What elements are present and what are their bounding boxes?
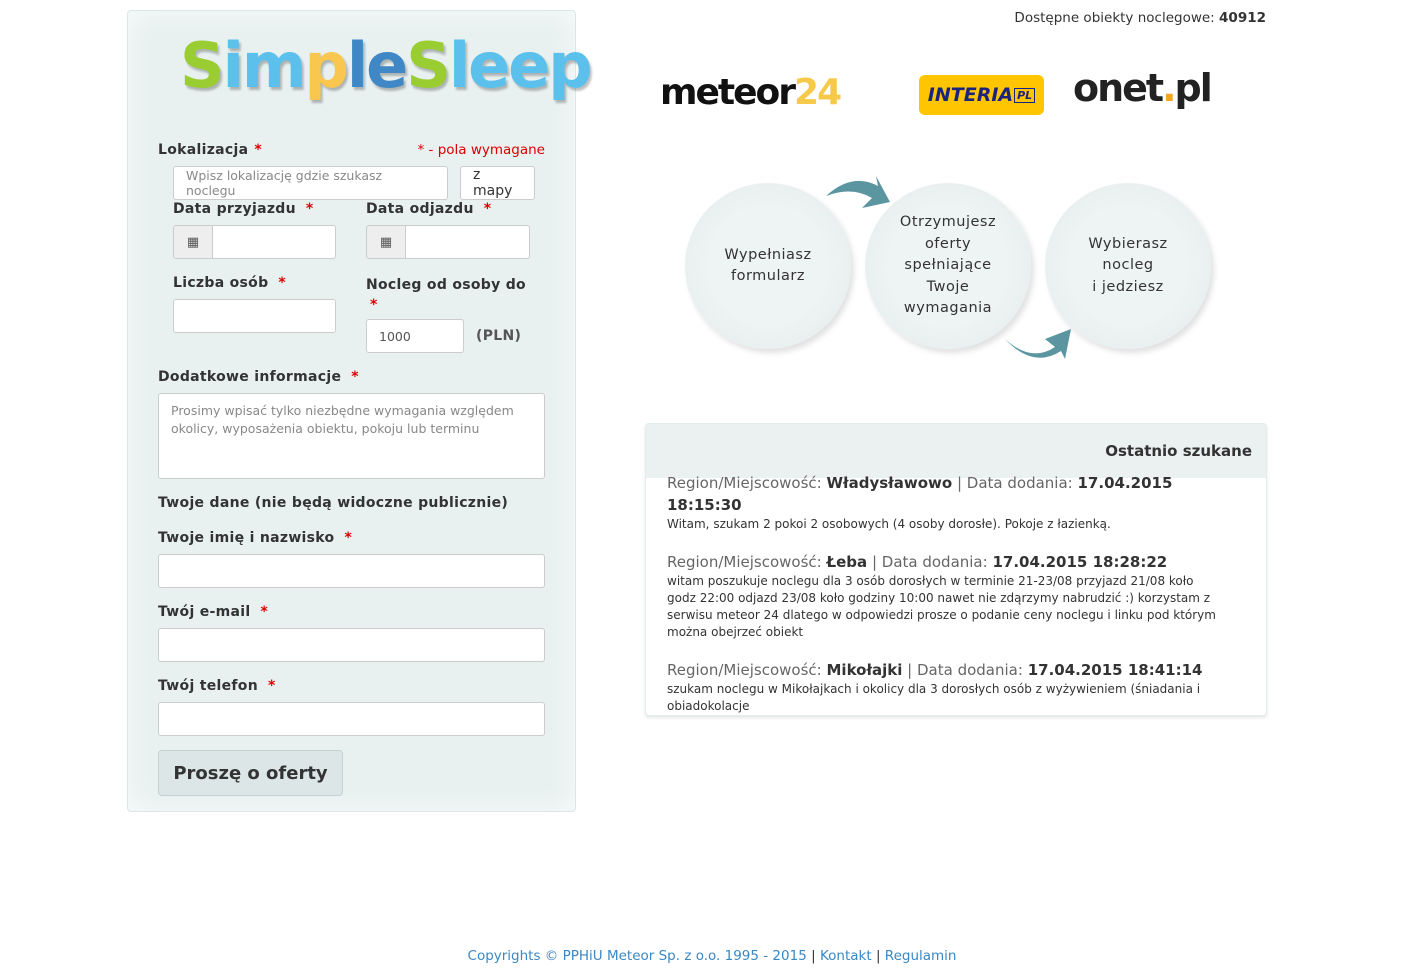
entry-meta: Region/Miejscowość: Łeba | Data dodania: 17.04.2015 18:28:22 — [667, 553, 1168, 571]
label-text: Lokalizacja — [158, 142, 249, 158]
interia-logo[interactable] — [919, 75, 1044, 115]
recent-title: Ostatnio szukane — [646, 424, 1266, 478]
logo-part: im — [222, 29, 305, 102]
price-input[interactable]: 1000 — [366, 319, 464, 353]
entry-place: Mikołajki — [826, 661, 903, 679]
required-mark: * — [483, 201, 492, 217]
copyright-link[interactable]: Copyrights © PPHiU Meteor Sp. z o.o. 1995 - 2015 — [467, 948, 807, 964]
entry-place: Władysławowo — [826, 474, 953, 492]
meteor24-logo[interactable] — [660, 72, 840, 113]
region-label: Region/Miejscowość: — [667, 474, 822, 492]
logo-text: onet — [1073, 66, 1163, 110]
recent-searches — [645, 423, 1267, 716]
available-count — [1014, 10, 1266, 26]
phone-input[interactable] — [158, 702, 545, 736]
logo-part: leep — [448, 29, 591, 102]
label-text: Twój e-mail — [158, 604, 251, 620]
location-input[interactable]: Wpisz lokalizację gdzie szukasz noclegu — [173, 166, 448, 200]
logo-text: 24 — [794, 72, 841, 113]
phone-label — [158, 678, 276, 694]
location-label — [158, 142, 262, 158]
personal-heading: Twoje dane (nie będą widoczne publicznie) — [158, 495, 509, 511]
step-choose: Wybierasz nocleg i jedziesz — [1045, 183, 1211, 349]
logo-part: S — [180, 29, 223, 102]
entry-meta: Region/Miejscowość: Władysławowo | Data dodania: 17.04.2015 18:15:30 — [667, 474, 1173, 514]
required-mark: * — [278, 275, 287, 291]
required-note: * - pola wymagane — [417, 142, 545, 158]
label-text: Liczba osób — [173, 275, 269, 291]
recent-list — [667, 472, 1216, 716]
label-text: Nocleg od osoby do — [366, 277, 526, 293]
separator: | — [875, 948, 881, 964]
required-mark: * — [305, 201, 314, 217]
extra-textarea[interactable]: Prosimy wpisać tylko niezbędne wymagania względem okolicy, wyposażenia obiektu, pokoju lub terminu — [158, 393, 545, 479]
terms-link[interactable]: Regulamin — [884, 948, 957, 964]
label-text: Dodatkowe informacje — [158, 369, 342, 385]
required-mark: * — [260, 604, 269, 620]
logo-text: pl — [1174, 66, 1211, 110]
email-label — [158, 604, 268, 620]
label-text: Data przyjazdu — [173, 201, 296, 217]
logo-text: meteor — [660, 72, 795, 113]
logo-part: S — [406, 29, 449, 102]
entry-date: 17.04.2015 18:41:14 — [1027, 661, 1203, 679]
entry-date: 17.04.2015 18:15:30 — [667, 474, 1173, 514]
arrival-date-input[interactable] — [212, 225, 336, 259]
logo-text: INTERIA — [927, 84, 1014, 106]
name-label — [158, 530, 352, 546]
list-item — [667, 472, 1216, 533]
onet-logo[interactable]: onet.pl — [1073, 66, 1211, 110]
label-text: Twój telefon — [158, 678, 258, 694]
separator: | — [811, 948, 816, 964]
map-button[interactable]: z mapy — [460, 166, 535, 200]
region-label: Region/Miejscowość: — [667, 661, 822, 679]
entry-date: 17.04.2015 18:28:22 — [992, 553, 1168, 571]
entry-text: szukam noclegu w Mikołajkach i okolicy dla 3 dorosłych osób z wyżywieniem (śniadania i obiadokolacje — [667, 682, 1201, 713]
arrow-right-icon — [822, 172, 894, 212]
departure-date-input[interactable] — [405, 225, 530, 259]
footer — [0, 948, 1424, 964]
persons-label — [173, 275, 286, 291]
contact-link[interactable]: Kontakt — [819, 948, 872, 964]
date-label: Data dodania: — [966, 474, 1073, 492]
required-mark: * — [351, 369, 359, 385]
date-label: Data dodania: — [881, 553, 988, 571]
entry-place: Łeba — [826, 553, 868, 571]
step-receive-offers: Otrzymujesz oferty spełniające Twoje wymagania — [865, 183, 1031, 349]
submit-button[interactable]: Proszę o oferty — [158, 750, 343, 796]
extra-label — [158, 369, 359, 385]
logo-part: le — [346, 29, 407, 102]
label-text: Data odjazdu — [366, 201, 474, 217]
currency-label: (PLN) — [476, 328, 522, 344]
price-label — [366, 275, 546, 315]
available-number: 40912 — [1219, 10, 1266, 26]
calendar-icon[interactable]: ▦ — [173, 225, 213, 259]
entry-text: Witam, szukam 2 pokoi 2 osobowych (4 osoby dorosłe). Pokoje z łazienką. — [667, 517, 1111, 531]
name-input[interactable] — [158, 554, 545, 588]
calendar-icon[interactable]: ▦ — [366, 225, 406, 259]
arrow-right-icon — [1003, 325, 1075, 365]
available-label: Dostępne obiekty noclegowe: — [1014, 10, 1215, 26]
persons-input[interactable] — [173, 299, 336, 333]
arrival-label — [173, 201, 314, 217]
region-label: Region/Miejscowość: — [667, 553, 822, 571]
label-text: Twoje imię i nazwisko — [158, 530, 335, 546]
list-item — [667, 551, 1216, 641]
date-label: Data dodania: — [917, 661, 1023, 679]
search-form-panel — [127, 10, 591, 812]
email-input[interactable] — [158, 628, 545, 662]
required-mark: * — [254, 142, 262, 158]
list-item — [667, 659, 1216, 715]
departure-label — [366, 201, 491, 217]
logo-text: PL — [1014, 88, 1035, 103]
step-fill-form: Wypełniasz formularz — [685, 183, 851, 349]
required-mark: * — [268, 678, 276, 694]
required-mark: * — [344, 530, 353, 546]
entry-meta: Region/Miejscowość: Mikołajki | Data dodania: 17.04.2015 18:41:14 — [667, 661, 1203, 679]
simplesleep-logo — [180, 29, 591, 102]
required-mark: * — [370, 297, 378, 313]
entry-text: witam poszukuje noclegu dla 3 osób dorosłych w terminie 21-23/08 przyjazd 21/08 koło godz 22:00 odjazd 23/08 koło godziny 10:00 nawet nie zdąrzymy nabrudzić :) korzystam z serwisu meteor 24 dlatego w odpowiedzi prosze o podanie ceny noclegu i linku pod którym można obejrzeć obiekt — [667, 574, 1216, 639]
logo-part: p — [304, 29, 347, 102]
